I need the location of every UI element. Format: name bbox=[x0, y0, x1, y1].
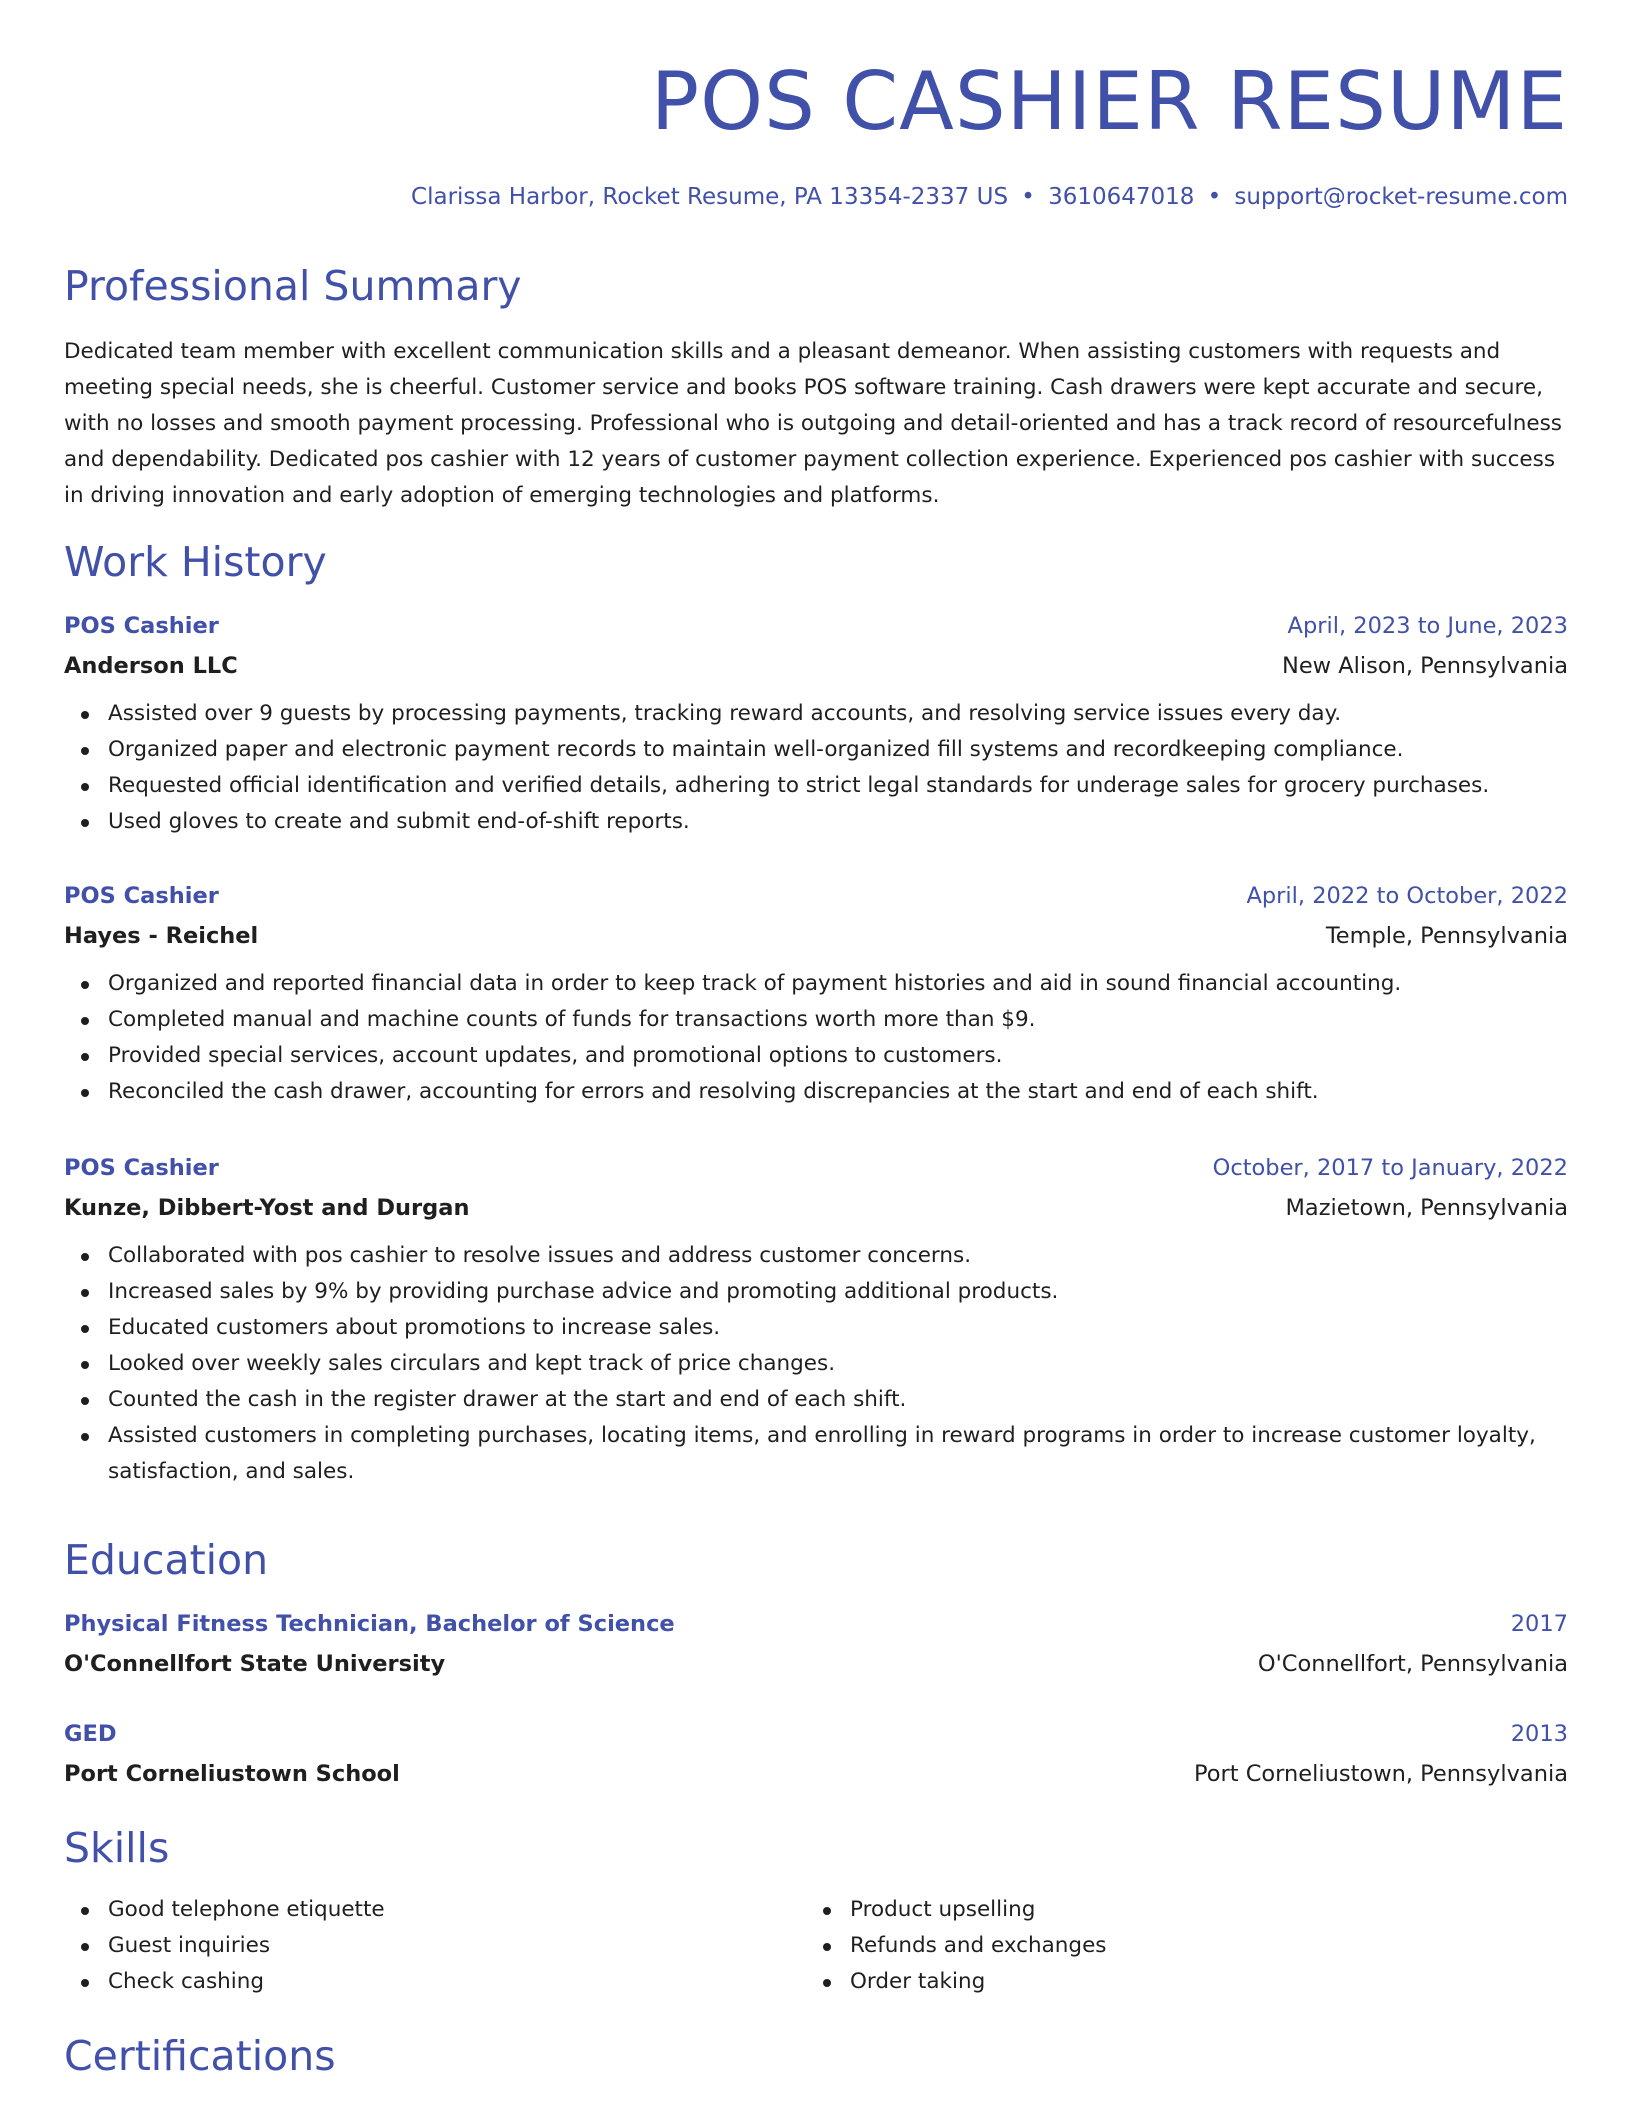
job-entry bbox=[64, 876, 1568, 1110]
job-company-row bbox=[64, 1188, 1568, 1228]
contact-line bbox=[411, 180, 1568, 214]
skill-item: Order taking bbox=[806, 1964, 1506, 2000]
job-header-row bbox=[64, 606, 1568, 646]
education-header-row bbox=[64, 1714, 1568, 1754]
education-location: O'Connellfort, Pennsylvania bbox=[1257, 1651, 1568, 1677]
job-company-row bbox=[64, 646, 1568, 686]
job-duty: Assisted customers in completing purchases, locating items, and enrolling in reward programs in order to increase customer loyalty, satisfaction, and sales. bbox=[64, 1418, 1568, 1490]
job-location: Mazietown, Pennsylvania bbox=[1285, 1195, 1568, 1221]
job-location: New Alison, Pennsylvania bbox=[1282, 653, 1568, 679]
job-duty: Assisted over 9 guests by processing payments, tracking reward accounts, and resolving service issues every day. bbox=[64, 696, 1568, 732]
education-year: 2013 bbox=[1510, 1721, 1568, 1747]
job-entry bbox=[64, 606, 1568, 840]
skills-column-right bbox=[806, 1892, 1506, 2000]
education-entry bbox=[64, 1604, 1568, 1684]
skill-item: Check cashing bbox=[64, 1964, 764, 2000]
skill-item: Good telephone etiquette bbox=[64, 1892, 764, 1928]
job-duties-list bbox=[64, 1238, 1568, 1490]
job-duty: Collaborated with pos cashier to resolve issues and address customer concerns. bbox=[64, 1238, 1568, 1274]
education-degree: Physical Fitness Technician, Bachelor of Science bbox=[64, 1611, 675, 1637]
job-header-row bbox=[64, 1148, 1568, 1188]
job-duty: Used gloves to create and submit end-of-shift reports. bbox=[64, 804, 1568, 840]
job-duties-list bbox=[64, 966, 1568, 1110]
resume-title: POS CASHIER RESUME bbox=[650, 55, 1568, 148]
job-duty: Increased sales by 9% by providing purchase advice and promoting additional products. bbox=[64, 1274, 1568, 1310]
job-header-row bbox=[64, 876, 1568, 916]
job-entry bbox=[64, 1148, 1568, 1490]
job-duty: Completed manual and machine counts of funds for transactions worth more than $9. bbox=[64, 1002, 1568, 1038]
skills-list bbox=[806, 1892, 1506, 2000]
job-duties-list bbox=[64, 696, 1568, 840]
job-duty: Counted the cash in the register drawer at the start and end of each shift. bbox=[64, 1382, 1568, 1418]
job-duty: Provided special services, account updates, and promotional options to customers. bbox=[64, 1038, 1568, 1074]
education-heading: Education bbox=[64, 1536, 269, 1584]
job-location: Temple, Pennsylvania bbox=[1325, 923, 1568, 949]
education-entry bbox=[64, 1714, 1568, 1794]
education-school: Port Corneliustown School bbox=[64, 1761, 400, 1787]
skill-item: Product upselling bbox=[806, 1892, 1506, 1928]
job-duty: Looked over weekly sales circulars and kept track of price changes. bbox=[64, 1346, 1568, 1382]
skill-item: Guest inquiries bbox=[64, 1928, 764, 1964]
contact-phone: 3610647018 bbox=[1048, 184, 1195, 210]
job-title: POS Cashier bbox=[64, 883, 219, 909]
education-location: Port Corneliustown, Pennsylvania bbox=[1193, 1761, 1568, 1787]
contact-separator: • bbox=[1021, 184, 1035, 210]
job-dates: April, 2022 to October, 2022 bbox=[1246, 883, 1568, 909]
contact-email: support@rocket-resume.com bbox=[1234, 184, 1568, 210]
job-company: Hayes - Reichel bbox=[64, 923, 259, 949]
summary-heading: Professional Summary bbox=[64, 262, 522, 310]
job-title: POS Cashier bbox=[64, 1155, 219, 1181]
job-duty: Organized and reported financial data in order to keep track of payment histories and aid in sound financial accounting. bbox=[64, 966, 1568, 1002]
contact-separator: • bbox=[1207, 184, 1222, 210]
job-duty: Requested official identification and verified details, adhering to strict legal standards for underage sales for grocery purchases. bbox=[64, 768, 1568, 804]
summary-text: Dedicated team member with excellent communication skills and a pleasant demeanor. When assisting customers with requests and meeting special needs, she is cheerful. Customer service and books POS software training. Cash drawers were kept accurate and secure, with no losses and smooth payment processing. Professional who is outgoing and detail-oriented and has a track record of resourcefulness and dependability. Dedicated pos cashier with 12 years of customer payment collection experience. Experienced pos cashier with success in driving innovation and early adoption of emerging technologies and platforms. bbox=[64, 339, 1562, 508]
skills-heading: Skills bbox=[64, 1824, 170, 1872]
contact-address: Clarissa Harbor, Rocket Resume, PA 13354-2337 US bbox=[411, 184, 1009, 210]
education-school-row bbox=[64, 1754, 1568, 1794]
skills-list bbox=[64, 1892, 764, 2000]
job-company: Kunze, Dibbert-Yost and Durgan bbox=[64, 1195, 470, 1221]
job-title: POS Cashier bbox=[64, 613, 219, 639]
job-duty: Reconciled the cash drawer, accounting for errors and resolving discrepancies at the start and end of each shift. bbox=[64, 1074, 1568, 1110]
skill-item: Refunds and exchanges bbox=[806, 1928, 1506, 1964]
skills-column-left bbox=[64, 1892, 764, 2000]
job-dates: April, 2023 to June, 2023 bbox=[1287, 613, 1568, 639]
job-dates: October, 2017 to January, 2022 bbox=[1212, 1155, 1568, 1181]
education-year: 2017 bbox=[1510, 1611, 1568, 1637]
certifications-heading: Certifications bbox=[64, 2032, 336, 2080]
job-duty: Organized paper and electronic payment records to maintain well-organized fill systems and recordkeeping compliance. bbox=[64, 732, 1568, 768]
education-school-row bbox=[64, 1644, 1568, 1684]
job-company: Anderson LLC bbox=[64, 653, 238, 679]
work-history-heading: Work History bbox=[64, 538, 327, 586]
education-school: O'Connellfort State University bbox=[64, 1651, 446, 1677]
education-degree: GED bbox=[64, 1721, 117, 1747]
job-company-row bbox=[64, 916, 1568, 956]
education-header-row bbox=[64, 1604, 1568, 1644]
job-duty: Educated customers about promotions to increase sales. bbox=[64, 1310, 1568, 1346]
